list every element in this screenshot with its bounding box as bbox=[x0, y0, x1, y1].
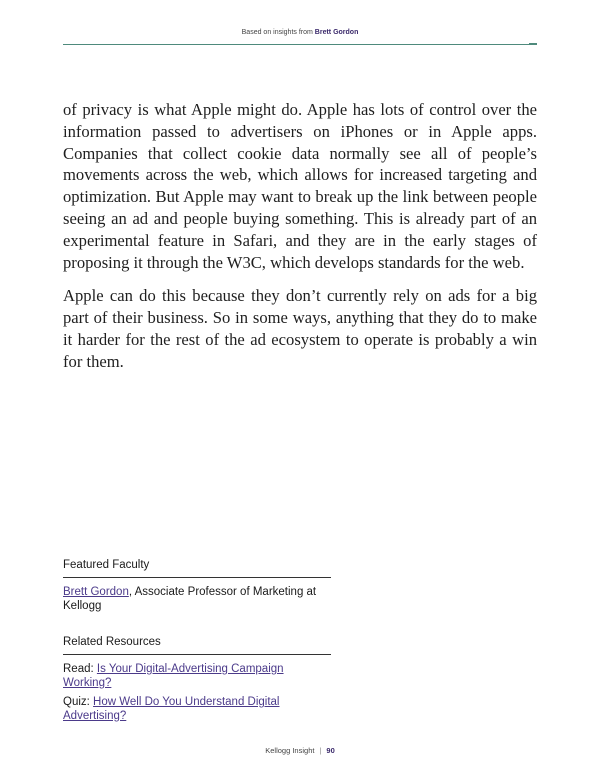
featured-faculty-entry bbox=[63, 585, 331, 613]
header-author: Brett Gordon bbox=[314, 29, 359, 36]
faculty-description: , Associate Professor of Marketing at Kellogg bbox=[63, 586, 317, 612]
header-prefix: Based on insights from bbox=[241, 29, 313, 36]
sidebar-box bbox=[63, 558, 331, 728]
resource-link[interactable]: Is Your Digital-Advertising Campaign Working? bbox=[63, 663, 284, 689]
page-number: 90 bbox=[326, 746, 335, 755]
page-footer bbox=[0, 746, 600, 755]
footer-publication: Kellogg Insight bbox=[265, 746, 315, 755]
header-divider bbox=[63, 44, 537, 45]
paragraph: Apple can do this because they don’t currently rely on ads for a big part of their business. So in some ways, anything that they do to make it harder for the rest of the ad ecosystem to operate is probably a win for them. bbox=[63, 286, 537, 371]
resource-item bbox=[63, 695, 331, 723]
running-header bbox=[0, 29, 600, 36]
footer-separator: | bbox=[319, 746, 322, 755]
faculty-link[interactable]: Brett Gordon bbox=[63, 586, 129, 598]
resource-link[interactable]: How Well Do You Understand Digital Advertising? bbox=[63, 696, 280, 722]
featured-faculty-title: Featured Faculty bbox=[63, 558, 331, 578]
header-divider-accent bbox=[529, 43, 537, 45]
resource-prefix: Read: bbox=[63, 663, 97, 675]
resource-prefix: Quiz: bbox=[63, 696, 94, 708]
paragraph: of privacy is what Apple might do. Apple has lots of control over the information passed to advertisers on iPhones or in Apple apps. Companies that collect cookie data normally see all of people’s movements across the web, which allows for increased targeting and optimization. But Apple may want to break up the link between people seeing an ad and people buying something. This is already part of an experimental feature in Safari, and they are in the early stages of proposing it through the W3C, which develops standards for the web. bbox=[63, 100, 537, 272]
resource-item bbox=[63, 662, 331, 690]
related-resources-title: Related Resources bbox=[63, 635, 331, 655]
article-body bbox=[63, 99, 537, 385]
